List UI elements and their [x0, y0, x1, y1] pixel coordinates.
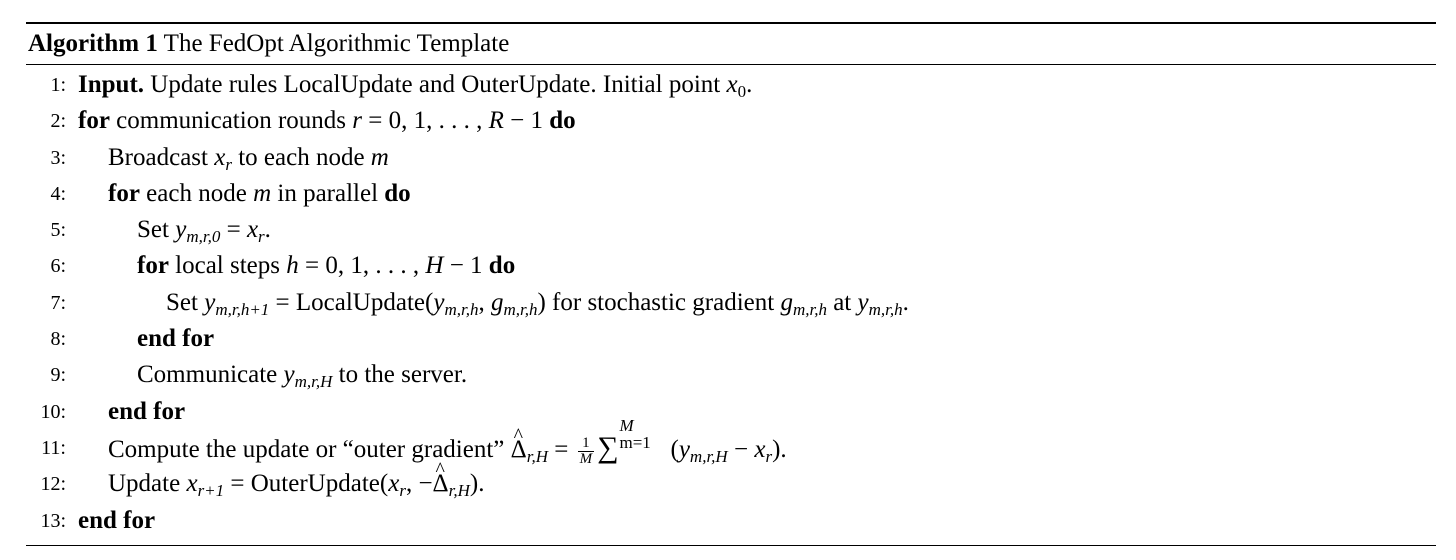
subscript: r+1: [197, 481, 225, 501]
subscript: m,r,h+1: [215, 299, 270, 319]
math-variable: y: [678, 435, 690, 463]
line-number: 6:: [50, 255, 66, 278]
text-segment: Communicate: [137, 361, 284, 389]
keyword: Input.: [78, 71, 145, 98]
subscript: r,H: [526, 446, 548, 466]
line-number: 8:: [50, 328, 66, 351]
fraction-denominator: M: [579, 450, 593, 467]
text-segment: ).: [469, 470, 485, 498]
text-segment: ).: [772, 435, 787, 463]
math-variable: y: [283, 361, 295, 389]
math-variable: x: [186, 470, 198, 498]
line-number: 1:: [50, 74, 66, 96]
algorithm-lines: [26, 65, 1436, 545]
keyword: do: [488, 252, 516, 280]
line-content: [137, 357, 467, 393]
keyword: for: [137, 252, 169, 280]
math-variable: h: [286, 252, 299, 280]
line-number: 7:: [50, 291, 66, 314]
line-number: 5:: [50, 219, 66, 242]
algorithm-line: [26, 67, 1436, 103]
fraction-numerator: 1: [578, 436, 595, 452]
subscript: m,r,h: [792, 299, 827, 319]
line-content: [166, 285, 909, 321]
text-segment: at: [826, 288, 858, 316]
text-segment: .: [264, 216, 271, 244]
bottom-rule: [26, 545, 1436, 546]
subscript: m,r,0: [186, 227, 221, 247]
text-segment: ) for stochastic gradient: [537, 288, 781, 316]
text-segment: .: [746, 71, 753, 98]
text-segment: Compute the update or “outer gradient”: [108, 435, 511, 463]
text-segment: (: [670, 435, 679, 463]
line-number: 4:: [50, 182, 66, 205]
keyword: end for: [137, 325, 215, 353]
math-variable: R: [488, 107, 504, 135]
algorithm-line: [26, 415, 1436, 467]
text-segment: each node: [139, 179, 254, 207]
algorithm-label: Algorithm 1: [28, 30, 158, 57]
text-segment: = 0, 1, . . . ,: [361, 107, 489, 135]
text-segment: = OuterUpdate(: [224, 470, 389, 498]
line-content: [137, 321, 214, 357]
text-segment: , −: [405, 470, 433, 498]
algorithm-line: [26, 321, 1436, 357]
algorithm-line: [26, 466, 1436, 502]
algorithm-line: [26, 103, 1436, 139]
text-segment: ,: [478, 288, 491, 316]
algorithm-line: [26, 212, 1436, 248]
line-number: 10:: [40, 400, 66, 423]
algorithm-line: [26, 248, 1436, 284]
algorithm-line: [26, 503, 1436, 539]
math-variable: x: [388, 470, 400, 498]
fraction: [578, 436, 595, 467]
algorithm-line: [26, 176, 1436, 212]
text-segment: − 1: [443, 252, 489, 280]
text-segment: = LocalUpdate(: [269, 288, 434, 316]
text-segment: in parallel: [271, 179, 385, 207]
subscript: m,r,H: [689, 446, 728, 466]
line-content: [108, 176, 411, 212]
text-segment: communication rounds: [109, 107, 353, 135]
hat-symbol: ^ Δ: [433, 466, 449, 502]
math-variable: g: [490, 288, 504, 316]
math-variable: y: [433, 288, 445, 316]
text-segment: to each node: [231, 143, 371, 171]
subscript: r,H: [448, 481, 470, 501]
line-content: [137, 212, 271, 248]
math-variable: x: [726, 71, 738, 98]
text-segment: − 1: [503, 107, 550, 135]
hat-symbol: ^ Δ: [511, 432, 527, 468]
line-content: [108, 466, 484, 502]
subscript: m,r,h: [868, 299, 903, 319]
text-segment: Update: [108, 470, 187, 498]
summation-symbol: ∑: [597, 430, 619, 464]
math-variable: y: [204, 288, 216, 316]
line-number: 12:: [40, 473, 66, 496]
subscript: m,r,h: [444, 299, 479, 319]
subscript: r: [765, 446, 773, 466]
keyword: do: [384, 179, 411, 207]
math-variable: H: [425, 252, 444, 280]
algorithm-line: [26, 357, 1436, 393]
text-segment: Set: [166, 288, 205, 316]
math-variable: r: [352, 107, 362, 135]
text-segment: Broadcast: [108, 143, 215, 171]
subscript: m,r,h: [503, 299, 538, 319]
subscript: 0: [737, 82, 747, 101]
line-number: 2:: [50, 110, 66, 133]
subscript: r: [225, 154, 232, 174]
math-variable: x: [754, 435, 766, 463]
text-segment: −: [727, 435, 755, 463]
line-content: [78, 503, 155, 539]
subscript: r: [399, 481, 406, 501]
line-content: [78, 67, 752, 103]
sum-lower-limit: m=1: [619, 432, 651, 452]
algorithm-line: [26, 285, 1436, 321]
subscript: m,r,H: [294, 372, 333, 392]
keyword: end for: [78, 506, 156, 534]
line-number: 3:: [50, 146, 66, 169]
line-content: [137, 248, 515, 284]
text-segment: =: [547, 435, 575, 463]
text-segment: to the server.: [332, 361, 468, 389]
algorithm-box: [26, 22, 1436, 546]
math-variable: y: [857, 288, 869, 316]
line-content: [108, 394, 185, 430]
line-content: [78, 103, 576, 139]
algorithm-caption: [26, 24, 1436, 64]
line-number: 11:: [41, 436, 66, 459]
algorithm-line: [26, 140, 1436, 176]
math-variable: x: [246, 216, 259, 244]
algorithm-line: [26, 394, 1436, 430]
math-variable: m: [370, 143, 389, 171]
text-segment: = 0, 1, . . . ,: [298, 252, 426, 280]
text-segment: Update rules LocalUpdate and OuterUpdate. Initial point: [144, 71, 727, 98]
subscript: r: [258, 227, 265, 247]
text-segment: =: [220, 216, 247, 244]
sum-limits: [618, 415, 670, 457]
text-segment: local steps: [168, 252, 287, 280]
line-number: 13:: [40, 509, 66, 532]
keyword: for: [78, 107, 110, 135]
algorithm-title: The FedOpt Algorithmic Template: [163, 30, 510, 57]
math-variable: g: [780, 288, 793, 316]
text-segment: Set: [137, 216, 176, 244]
sum-upper-limit: M: [619, 415, 634, 435]
math-variable: m: [253, 179, 272, 207]
math-variable: y: [175, 216, 187, 244]
text-segment: .: [902, 288, 909, 316]
keyword: do: [549, 107, 576, 135]
math-variable: x: [214, 143, 226, 171]
line-number: 9:: [50, 364, 66, 387]
keyword: for: [108, 179, 140, 207]
line-content: [108, 415, 787, 468]
line-content: [108, 140, 389, 176]
keyword: end for: [108, 397, 186, 425]
